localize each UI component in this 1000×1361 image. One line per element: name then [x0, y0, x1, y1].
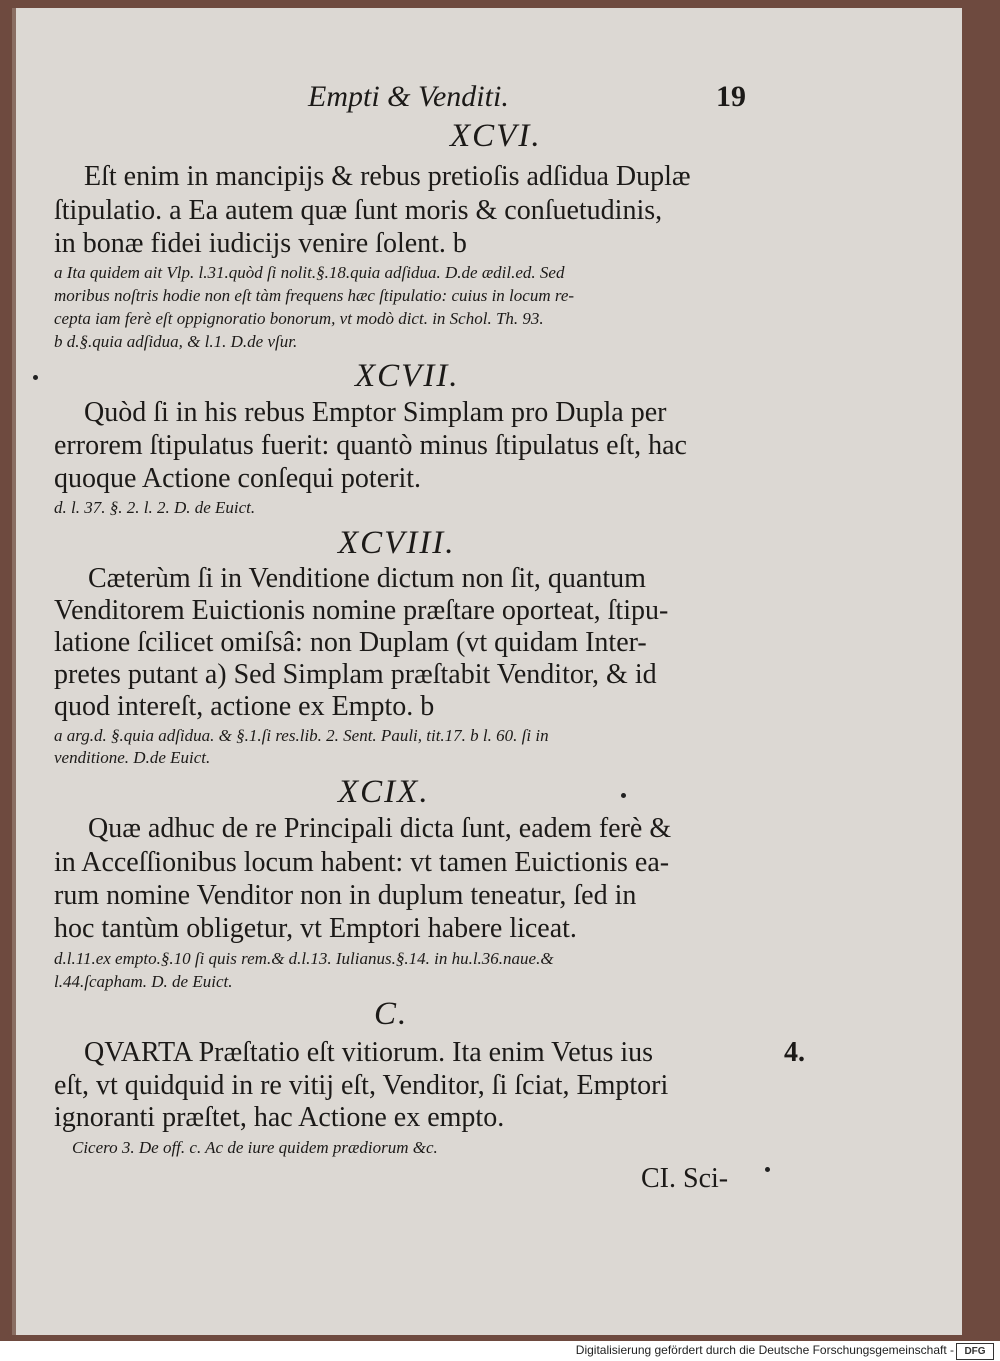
footnote-line: cepta iam ferè eſt oppignoratio bonorum, vt modò dict. in Schol. Th. 93. [54, 309, 544, 328]
footnote-line: d.l.11.ex empto.§.10 ſi quis rem.& d.l.13. Iulianus.§.14. in hu.l.36.naue.& [54, 949, 554, 968]
page-number: 19 [716, 80, 746, 113]
footnote-line: Cicero 3. De off. c. Ac de iure quidem prædiorum &c. [72, 1138, 438, 1157]
section-line: in bonæ fidei iudicijs venire ſolent. b [54, 228, 467, 259]
section-number: XCVI. [450, 118, 542, 154]
margin-dot [765, 1167, 770, 1172]
section-number: C. [374, 996, 409, 1032]
footnote-line: d. l. 37. §. 2. l. 2. D. de Euict. [54, 498, 256, 517]
footnote-line: a Ita quidem ait Vlp. l.31.quòd ſi nolit.§.18.quia adſidua. D.de ædil.ed. Sed [54, 263, 565, 282]
dfg-logo: DFG [956, 1343, 994, 1360]
footnote-line: moribus noſtris hodie non eſt tàm frequens hæc ſtipulatio: cuius in locum re- [54, 286, 575, 305]
funding-notice: Digitalisierung gefördert durch die Deutsche Forschungsgemeinschaft - [575, 1343, 954, 1357]
margin-number: 4. [784, 1037, 805, 1068]
section-line: quoque Actione conſequi poterit. [54, 463, 422, 494]
section-number: XCVIII. [338, 525, 456, 561]
section-line: hoc tantùm obligetur, vt Emptori habere liceat. [54, 913, 577, 944]
margin-dot [621, 793, 626, 798]
section-line: Venditorem Euictionis nomine præſtare oporteat, ſtipu- [54, 595, 669, 626]
footnote-line: a arg.d. §.quia adſidua. & §.1.ſi res.lib. 2. Sent. Pauli, tit.17. b l. 60. ſi in [54, 726, 549, 745]
footnote-line: b d.§.quia adſidua, & l.1. D.de vſur. [54, 332, 298, 351]
footnote-line: l.44.ſcapham. D. de Euict. [54, 972, 233, 991]
margin-dot [33, 375, 38, 380]
section-line: pretes putant a) Sed Simplam præſtabit Venditor, & id [54, 659, 657, 690]
section-line: QVARTA Præſtatio eſt vitiorum. Ita enim Vetus ius [84, 1037, 654, 1068]
section-line: ſtipulatio. a Ea autem quæ ſunt moris & conſuetudinis, [54, 195, 663, 226]
section-line: latione ſcilicet omiſsâ: non Duplam (vt quidam Inter- [54, 627, 647, 658]
section-line: Quòd ſi in his rebus Emptor Simplam pro Dupla per [84, 397, 667, 428]
footer-bar [0, 1341, 1000, 1361]
catchword: CI. Sci- [641, 1163, 729, 1194]
section-line: Cæterùm ſi in Venditione dictum non ſit, quantum [88, 563, 646, 594]
section-line: Quæ adhuc de re Principali dicta ſunt, eadem ferè & [88, 813, 672, 844]
section-line: eſt, vt quidquid in re vitij eſt, Venditor, ſi ſciat, Emptori [54, 1070, 669, 1101]
section-line: ignoranti præſtet, hac Actione ex empto. [54, 1102, 505, 1133]
section-line: rum nomine Venditor non in duplum teneatur, ſed in [54, 880, 637, 911]
section-line: quod intereſt, actione ex Empto. b [54, 691, 435, 722]
section-number: XCIX. [338, 774, 430, 810]
running-title: Empti & Venditi. [308, 80, 509, 113]
section-line: in Acceſſionibus locum habent: vt tamen Euictionis ea- [54, 847, 670, 878]
footnote-line: venditione. D.de Euict. [54, 748, 211, 767]
section-number: XCVII. [355, 358, 460, 394]
section-line: Eſt enim in mancipijs & rebus pretioſis adſidua Duplæ [84, 161, 691, 192]
section-line: errorem ſtipulatus fuerit: quantò minus ſtipulatus eſt, hac [54, 430, 687, 461]
